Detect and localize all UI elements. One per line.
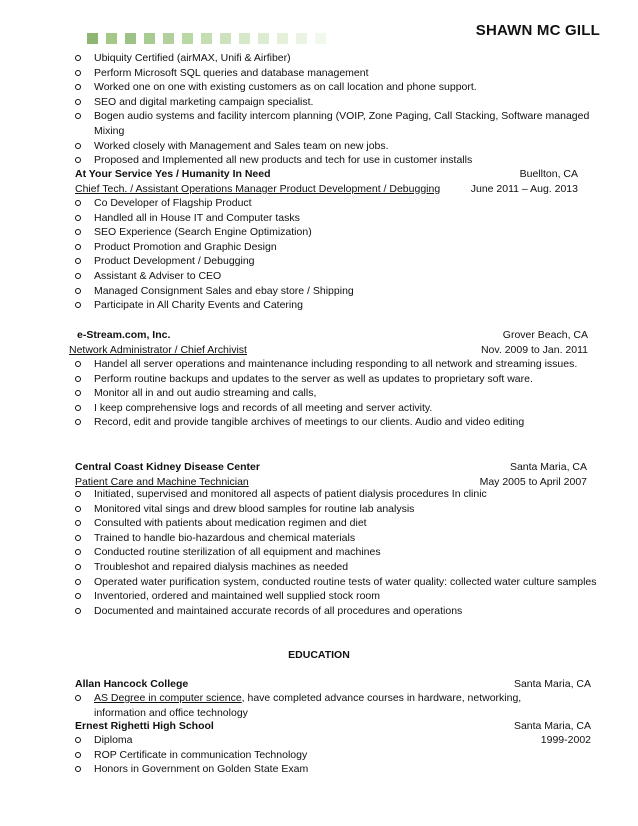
bullet-icon [75,215,81,221]
degree-link[interactable]: AS Degree in computer science [94,692,242,704]
job-dates: Nov. 2009 to Jan. 2011 [480,343,588,356]
list-item: Documented and maintained accurate records of all procedures and operations [75,604,605,619]
bullet-icon [75,752,81,758]
bullet-icon [75,506,81,512]
bullet-icon [75,157,81,163]
decor-square [220,33,231,44]
bullet-icon [75,376,81,382]
job-dates: May 2005 to April 2007 [479,475,587,488]
job-role: Chief Tech. / Assistant Operations Manager Product Development / Debugging [75,182,441,195]
bullet-icon [75,405,81,411]
list-item: SEO Experience (Search Engine Optimization) [75,225,595,240]
list-item: Initiated, supervised and monitored all aspects of patient dialysis procedures In clinic [75,487,605,502]
list-item: Record, edit and provide tangible archives of meetings to our clients. Audio and video editing [75,415,605,430]
list-item: Proposed and Implemented all new products and tech for use in customer installs [75,153,595,168]
list-item: Worked one on one with existing customers as on call location and phone support. [75,80,595,95]
list-item: Operated water purification system, conducted routine tests of water quality: collected water culture samples [75,575,605,590]
job-entry-at-your-service [75,167,578,196]
job-location: Grover Beach, CA [502,329,588,341]
education-college [75,677,591,692]
list-item: Perform Microsoft SQL queries and database management [75,66,595,81]
bullet-icon [75,549,81,555]
education-heading: EDUCATION [288,649,350,661]
job-bullet-list [75,196,595,313]
bullet-icon [75,737,81,743]
list-item: Troubleshot and repaired dialysis machines as needed [75,560,605,575]
list-item: Product Promotion and Graphic Design [75,240,595,255]
bullet-icon [75,143,81,149]
bullet-icon [75,70,81,76]
list-item: Ubiquity Certified (airMAX, Unifi & Airfiber) [75,51,595,66]
bullet-icon [75,84,81,90]
list-item: Monitor all in and out audio streaming and calls, [75,386,605,401]
decor-square [125,33,136,44]
bullet-icon [75,229,81,235]
resume-name: SHAWN MC GILL [475,22,600,39]
bullet-icon [75,491,81,497]
job-role: Network Administrator / Chief Archivist [69,343,247,356]
list-item: Participate in All Charity Events and Catering [75,298,595,313]
list-item: Product Development / Debugging [75,254,595,269]
school-name: Allan Hancock College [75,678,189,690]
job-org: Central Coast Kidney Disease Center [75,461,260,473]
decor-square [201,33,212,44]
bullet-icon [75,419,81,425]
bullet-icon [75,535,81,541]
bullet-icon [75,288,81,294]
bullet-icon [75,520,81,526]
list-item: Co Developer of Flagship Product [75,196,595,211]
list-item: Conducted routine sterilization of all equipment and machines [75,545,605,560]
job-entry-e-stream [69,328,588,357]
bullet-icon [75,766,81,772]
bullet-icon [75,244,81,250]
bullet-icon [75,390,81,396]
list-item: Trained to handle bio-hazardous and chemical materials [75,531,605,546]
college-bullet-list [75,691,575,720]
bullet-icon [75,593,81,599]
bullet-icon [75,695,81,701]
bullet-icon [75,55,81,61]
job-location: Buellton, CA [519,168,578,180]
education-highschool [75,719,591,734]
list-item: Bogen audio systems and facility intercom planning (VOIP, Zone Paging, Call Stacking, Software managed Mixing [75,109,595,138]
job-role: Patient Care and Machine Technician [75,475,249,488]
school-name: Ernest Righetti High School [75,720,214,732]
job-org: At Your Service Yes / Humanity In Need [75,168,271,180]
job-dates: June 2011 – Aug. 2013 [470,182,578,195]
bullet-icon [75,113,81,119]
job-bullet-list [75,357,605,430]
decor-square [163,33,174,44]
school-years: 1999-2002 [540,734,591,746]
list-item: Consulted with patients about medication regimen and diet [75,516,605,531]
bullet-icon [75,99,81,105]
bullet-icon [75,273,81,279]
list-item: Managed Consignment Sales and ebay store / Shipping [75,284,595,299]
decor-square [144,33,155,44]
list-item: Perform routine backups and updates to the server as well as updates to proprietary soft ware. [75,372,605,387]
bullet-icon [75,564,81,570]
list-item: Handled all in House IT and Computer tasks [75,211,595,226]
decor-square [87,33,98,44]
decor-square [239,33,250,44]
school-location: Santa Maria, CA [513,720,591,732]
decor-square [277,33,288,44]
bullet-icon [75,302,81,308]
list-item: I keep comprehensive logs and records of all meeting and server activity. [75,401,605,416]
bullet-icon [75,200,81,206]
list-item: ROP Certificate in communication Technology [75,748,591,763]
highschool-bullet-list [75,733,591,777]
school-location: Santa Maria, CA [513,678,591,690]
list-item: Assistant & Adviser to CEO [75,269,595,284]
list-item: Worked closely with Management and Sales team on new jobs. [75,139,595,154]
intro-bullet-list [75,51,595,168]
job-entry-kidney-center [75,460,587,489]
list-item: Inventoried, ordered and maintained well supplied stock room [75,589,605,604]
list-item: Handel all server operations and maintenance including responding to all network and streaming issues. [75,357,605,372]
list-item: SEO and digital marketing campaign specialist. [75,95,595,110]
decor-square [106,33,117,44]
job-org: e-Stream.com, Inc. [77,329,171,341]
list-item: Honors in Government on Golden State Exam [75,762,591,777]
decor-square [296,33,307,44]
bullet-icon [75,579,81,585]
bullet-icon [75,608,81,614]
list-item: AS Degree in computer science, have completed advance courses in hardware, networking, information and office technology [75,691,575,720]
list-item: Diploma 1999-2002 [75,733,591,748]
bullet-icon [75,361,81,367]
job-location: Santa Maria, CA [509,461,587,473]
header-decoration [87,33,326,44]
decor-square [258,33,269,44]
job-bullet-list [75,487,605,618]
decor-square [315,33,326,44]
bullet-icon [75,258,81,264]
list-item: Monitored vital sings and drew blood samples for routine lab analysis [75,502,605,517]
decor-square [182,33,193,44]
